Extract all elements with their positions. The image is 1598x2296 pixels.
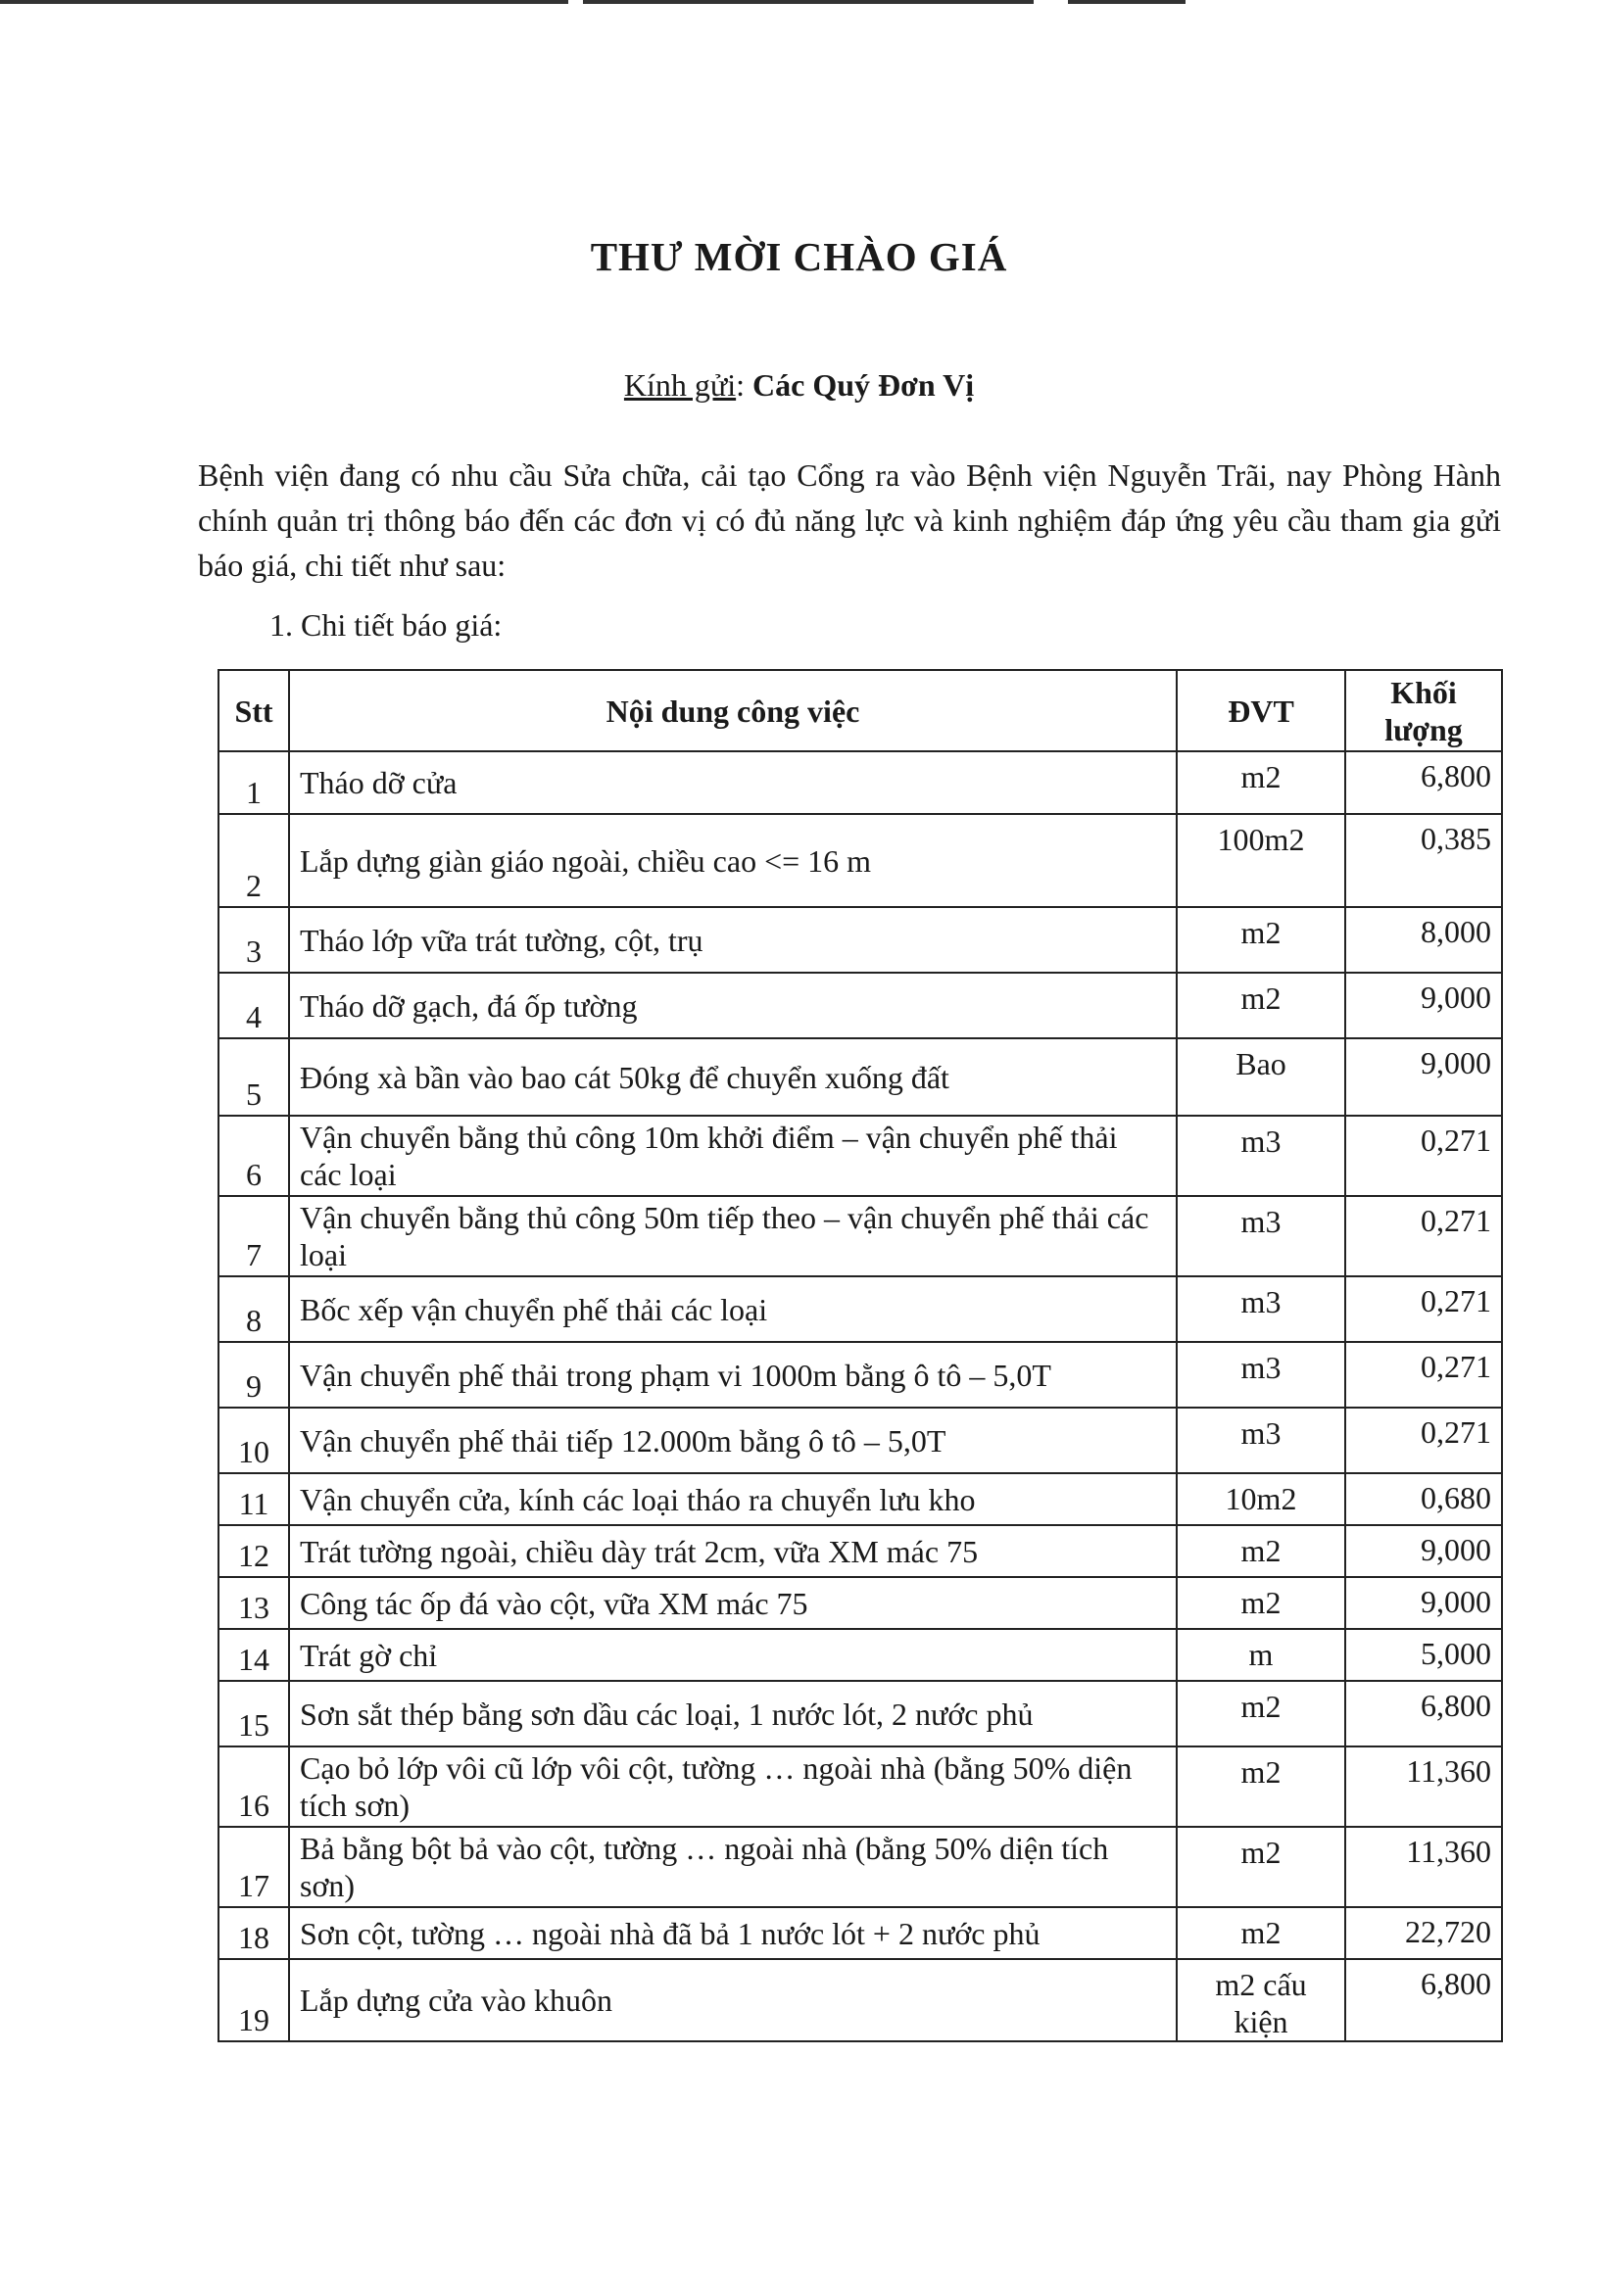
- table-row: [218, 1525, 1502, 1577]
- cell-unit: m2: [1177, 907, 1345, 973]
- cell-stt: 4: [218, 973, 289, 1038]
- intro-paragraph: Bệnh viện đang có nhu cầu Sửa chữa, cải tạo Cổng ra vào Bệnh viện Nguyễn Trãi, nay Phòng Hành chính quản trị thông báo đến các đơn vị có đủ năng lực và kinh nghiệm đáp ứng yêu cầu tham gia gửi báo giá, chi tiết như sau:: [198, 457, 1501, 583]
- header-unit: ĐVT: [1177, 670, 1345, 751]
- cell-content: Vận chuyển bằng thủ công 10m khởi điểm – vận chuyển phế thải các loại: [289, 1116, 1177, 1196]
- cell-quantity: 6,800: [1345, 751, 1502, 814]
- cell-quantity: 22,720: [1345, 1907, 1502, 1959]
- cell-unit: m2: [1177, 1577, 1345, 1629]
- table-row: [218, 1577, 1502, 1629]
- cell-quantity: 9,000: [1345, 973, 1502, 1038]
- cell-quantity: 0,680: [1345, 1473, 1502, 1525]
- cell-unit: m2: [1177, 751, 1345, 814]
- cell-quantity: 9,000: [1345, 1577, 1502, 1629]
- cell-content: Công tác ốp đá vào cột, vữa XM mác 75: [289, 1577, 1177, 1629]
- cell-stt: 11: [218, 1473, 289, 1525]
- cell-content: Bốc xếp vận chuyển phế thải các loại: [289, 1276, 1177, 1342]
- table-row: [218, 907, 1502, 973]
- cell-stt: 17: [218, 1827, 289, 1907]
- cell-content: Sơn sắt thép bằng sơn dầu các loại, 1 nước lót, 2 nước phủ: [289, 1681, 1177, 1746]
- scan-edge-right: [1068, 0, 1186, 4]
- cell-unit: m3: [1177, 1276, 1345, 1342]
- quotation-table: [218, 669, 1503, 2042]
- cell-content: Đóng xà bần vào bao cát 50kg để chuyển xuống đất: [289, 1038, 1177, 1116]
- addressee-prefix: Kính gửi: [623, 367, 737, 403]
- cell-quantity: 9,000: [1345, 1038, 1502, 1116]
- cell-unit: 100m2: [1177, 814, 1345, 907]
- header-content: Nội dung công việc: [289, 670, 1177, 751]
- cell-quantity: 0,271: [1345, 1116, 1502, 1196]
- table-row: [218, 751, 1502, 814]
- cell-content: Trát tường ngoài, chiều dày trát 2cm, vữa XM mác 75: [289, 1525, 1177, 1577]
- cell-unit: Bao: [1177, 1038, 1345, 1116]
- cell-unit: m2 cấu kiện: [1177, 1959, 1345, 2041]
- cell-content: Tháo lớp vữa trát tường, cột, trụ: [289, 907, 1177, 973]
- cell-content: Lắp dựng cửa vào khuôn: [289, 1959, 1177, 2041]
- addressee-target: Các Quý Đơn Vị: [752, 367, 975, 403]
- cell-quantity: 5,000: [1345, 1629, 1502, 1681]
- cell-stt: 7: [218, 1196, 289, 1276]
- cell-stt: 6: [218, 1116, 289, 1196]
- addressee-separator: :: [736, 367, 746, 403]
- cell-stt: 12: [218, 1525, 289, 1577]
- addressee-line: [0, 367, 1598, 404]
- table-row: [218, 1473, 1502, 1525]
- cell-stt: 10: [218, 1408, 289, 1473]
- cell-stt: 2: [218, 814, 289, 907]
- cell-quantity: 11,360: [1345, 1746, 1502, 1827]
- cell-content: Bả bằng bột bả vào cột, tường … ngoài nhà (bằng 50% diện tích sơn): [289, 1827, 1177, 1907]
- cell-unit: 10m2: [1177, 1473, 1345, 1525]
- table-row: [218, 1907, 1502, 1959]
- cell-stt: 9: [218, 1342, 289, 1408]
- cell-stt: 13: [218, 1577, 289, 1629]
- table-row: [218, 1038, 1502, 1116]
- table-row: [218, 973, 1502, 1038]
- table-row: [218, 1959, 1502, 2041]
- cell-quantity: 9,000: [1345, 1525, 1502, 1577]
- cell-unit: m2: [1177, 1827, 1345, 1907]
- cell-quantity: 0,385: [1345, 814, 1502, 907]
- cell-unit: m2: [1177, 1681, 1345, 1746]
- table-row: [218, 1746, 1502, 1827]
- cell-stt: 16: [218, 1746, 289, 1827]
- cell-stt: 18: [218, 1907, 289, 1959]
- cell-unit: m2: [1177, 1525, 1345, 1577]
- cell-quantity: 6,800: [1345, 1959, 1502, 2041]
- header-quantity: Khối lượng: [1345, 670, 1502, 751]
- table-row: [218, 1196, 1502, 1276]
- cell-unit: m3: [1177, 1408, 1345, 1473]
- cell-content: Tháo dỡ cửa: [289, 751, 1177, 814]
- cell-unit: m: [1177, 1629, 1345, 1681]
- cell-unit: m2: [1177, 1746, 1345, 1827]
- cell-content: Vận chuyển cửa, kính các loại tháo ra chuyển lưu kho: [289, 1473, 1177, 1525]
- cell-stt: 14: [218, 1629, 289, 1681]
- cell-quantity: 6,800: [1345, 1681, 1502, 1746]
- cell-quantity: 0,271: [1345, 1408, 1502, 1473]
- cell-unit: m3: [1177, 1116, 1345, 1196]
- cell-unit: m2: [1177, 973, 1345, 1038]
- table-row: [218, 1827, 1502, 1907]
- cell-quantity: 8,000: [1345, 907, 1502, 973]
- table-row: [218, 814, 1502, 907]
- table-header-row: [218, 670, 1502, 751]
- cell-quantity: 0,271: [1345, 1342, 1502, 1408]
- cell-stt: 15: [218, 1681, 289, 1746]
- cell-quantity: 0,271: [1345, 1196, 1502, 1276]
- table-row: [218, 1629, 1502, 1681]
- cell-unit: m3: [1177, 1196, 1345, 1276]
- cell-stt: 19: [218, 1959, 289, 2041]
- cell-content: Cạo bỏ lớp vôi cũ lớp vôi cột, tường … ngoài nhà (bằng 50% diện tích sơn): [289, 1746, 1177, 1827]
- cell-content: Vận chuyển bằng thủ công 50m tiếp theo – vận chuyển phế thải các loại: [289, 1196, 1177, 1276]
- cell-content: Trát gờ chỉ: [289, 1629, 1177, 1681]
- document-title: THƯ MỜI CHÀO GIÁ: [590, 234, 1008, 279]
- table-row: [218, 1342, 1502, 1408]
- cell-content: Vận chuyển phế thải trong phạm vi 1000m bằng ô tô – 5,0T: [289, 1342, 1177, 1408]
- cell-stt: 5: [218, 1038, 289, 1116]
- cell-content: Tháo dỡ gạch, đá ốp tường: [289, 973, 1177, 1038]
- header-stt: Stt: [218, 670, 289, 751]
- scan-edge-left: [0, 0, 568, 4]
- cell-content: Sơn cột, tường … ngoài nhà đã bả 1 nước lót + 2 nước phủ: [289, 1907, 1177, 1959]
- table-row: [218, 1116, 1502, 1196]
- cell-content: Vận chuyển phế thải tiếp 12.000m bằng ô tô – 5,0T: [289, 1408, 1177, 1473]
- cell-stt: 8: [218, 1276, 289, 1342]
- table-row: [218, 1681, 1502, 1746]
- cell-content: Lắp dựng giàn giáo ngoài, chiều cao <= 16 m: [289, 814, 1177, 907]
- section-heading: 1. Chi tiết báo giá:: [269, 607, 503, 643]
- cell-quantity: 11,360: [1345, 1827, 1502, 1907]
- cell-stt: 1: [218, 751, 289, 814]
- cell-unit: m2: [1177, 1907, 1345, 1959]
- table-row: [218, 1408, 1502, 1473]
- cell-stt: 3: [218, 907, 289, 973]
- table-body: [218, 751, 1502, 2041]
- cell-unit: m3: [1177, 1342, 1345, 1408]
- scan-edge-center: [583, 0, 1034, 4]
- cell-quantity: 0,271: [1345, 1276, 1502, 1342]
- table-row: [218, 1276, 1502, 1342]
